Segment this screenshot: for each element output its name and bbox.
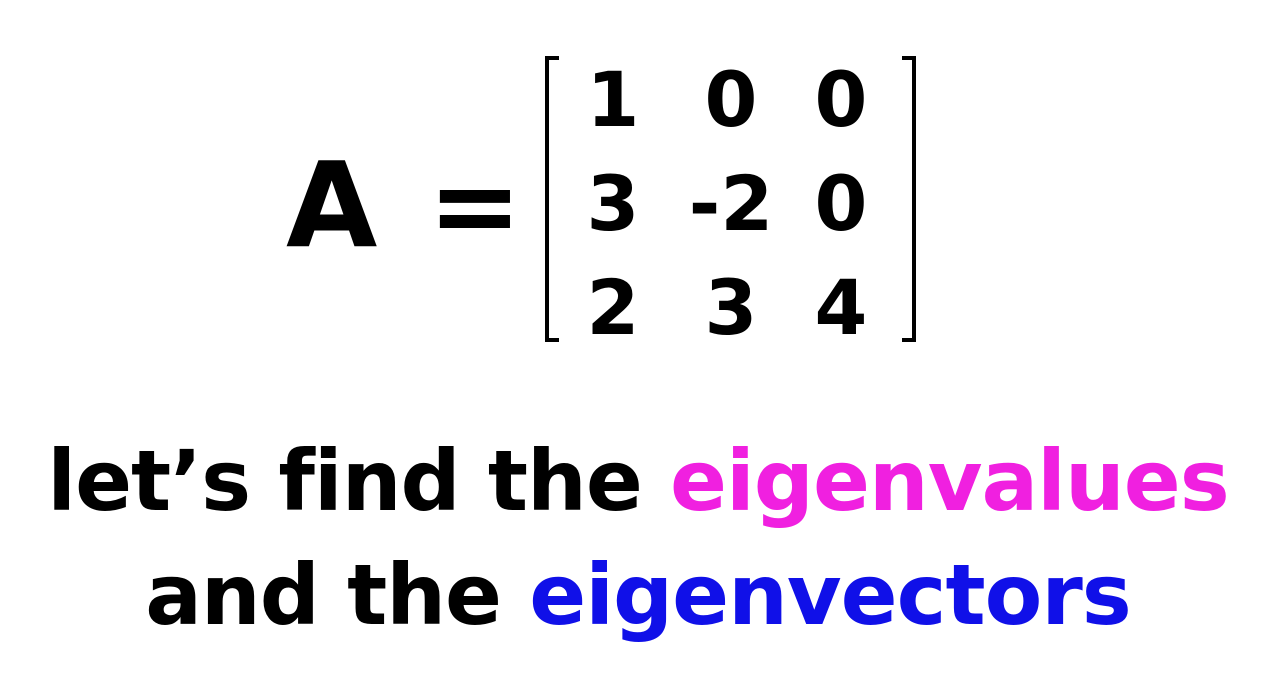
matrix-cell-r1-c2: 0 bbox=[704, 55, 758, 144]
matrix-variable: A bbox=[286, 136, 376, 274]
matrix-cell-r2-c1: 3 bbox=[586, 159, 640, 248]
matrix-cell-r3-c1: 2 bbox=[586, 263, 640, 352]
matrix-cell-r3-c2: 3 bbox=[704, 263, 758, 352]
eigenvectors-highlight: eigenvectors bbox=[529, 546, 1131, 644]
eigenvalues-highlight: eigenvalues bbox=[670, 432, 1229, 530]
caption-line-1-text: let’s find the bbox=[47, 432, 671, 530]
caption-line-1 bbox=[0, 432, 1276, 530]
left-bracket bbox=[545, 56, 559, 342]
matrix-cell-r2-c2: -2 bbox=[688, 159, 774, 248]
equals-sign: = bbox=[428, 141, 522, 271]
matrix-cell-r3-c3: 4 bbox=[814, 263, 868, 352]
matrix-cell-r2-c3: 0 bbox=[814, 159, 868, 248]
caption-line-2-text: and the bbox=[145, 546, 530, 644]
caption-line-2 bbox=[0, 546, 1276, 644]
matrix-cell-r1-c1: 1 bbox=[586, 55, 640, 144]
right-bracket bbox=[902, 56, 916, 342]
matrix-cell-r1-c3: 0 bbox=[814, 55, 868, 144]
